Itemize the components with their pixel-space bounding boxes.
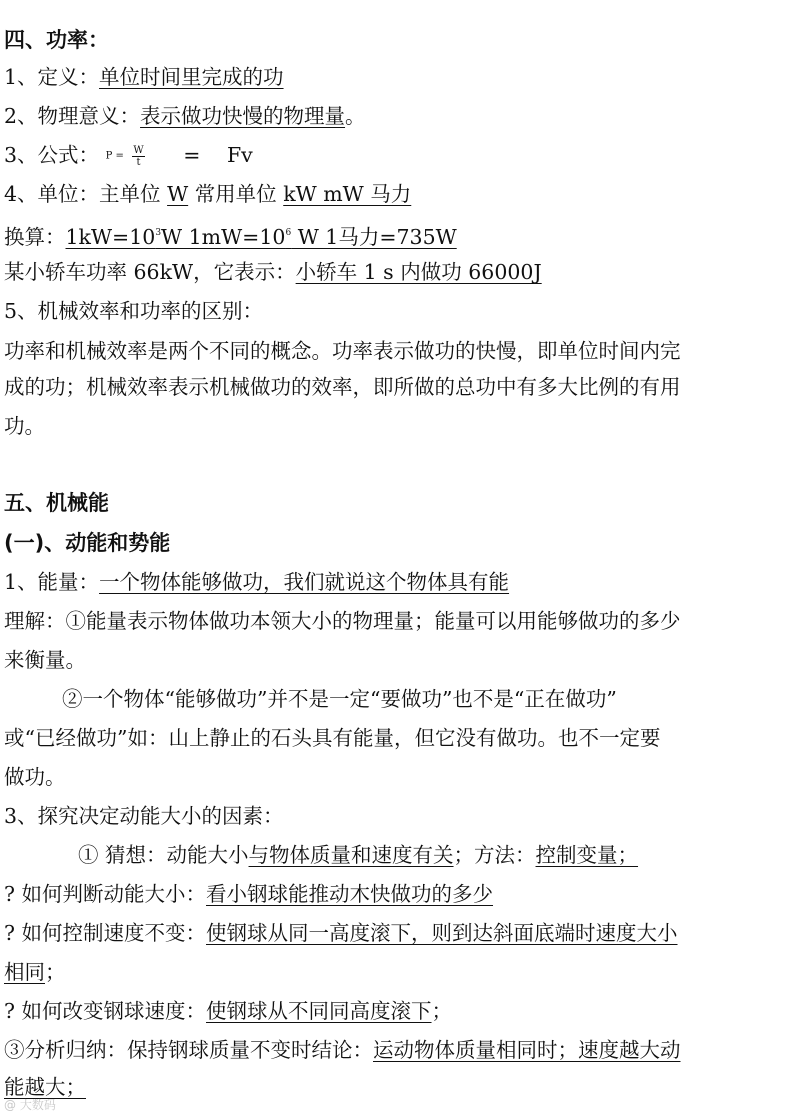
question-control-prefix: ? 如何控制速度不变： [4,921,207,945]
question-judge-line [4,879,493,909]
energy-answer: 一个物体能够做功，我们就说这个物体具有能 [99,570,510,594]
definition-line [4,62,284,92]
formula-fraction [132,145,144,168]
question-control-answer-end: 相同 [4,960,45,984]
explore-title: 3、探究决定动能大小的因素： [4,804,284,828]
energy-line [4,567,509,597]
kinetic-potential-heading: (一)、动能和势能 [4,531,171,555]
conversion-mw: W 1mW=10 [161,225,286,249]
question-change-answer: 使钢球从不同同高度滚下 [206,999,432,1023]
conversion-prefix: 换算： [4,225,66,249]
guess-prefix: ① 猜想：动能大小 [78,843,249,867]
energy-prefix: 1、能量： [4,570,100,594]
conversion-horsepower: W 1马力=735W [291,225,457,249]
understanding-line-4: 或“已经做功”如：山上静止的石头具有能量，但它没有做功。也不一定要 [4,726,661,750]
meaning-line [4,101,366,131]
formula-equals: = [183,143,201,167]
unit-mid: 常用单位 [194,182,277,206]
conversion-line [4,218,457,252]
car-power-line [4,257,548,287]
question-control-line-2 [4,957,66,987]
meaning-answer: 表示做功快慢的物理量 [140,104,346,128]
difference-title: 5、机械效率和功率的区别： [4,299,264,323]
question-control-answer: 使钢球从同一高度滚下，则到达斜面底端时速度大小 [206,921,678,945]
meaning-prefix: 2、物理意义： [4,104,141,128]
guess-answer: 与物体质量和速度有关 [248,843,454,867]
difference-line-1: 功率和机械效率是两个不同的概念。功率表示做功的快慢，即单位时间内完 [4,339,681,363]
conversion-formula [66,225,457,249]
question-judge-answer: 看小钢球能推动木快做功的多少 [206,882,494,906]
formula-line [4,140,253,172]
question-change-suffix: ； [431,999,453,1023]
question-control-suffix: ； [45,960,66,984]
question-change-line [4,996,452,1026]
analysis-line [4,1035,681,1065]
guess-mid: ；方法： [453,843,536,867]
difference-line-3: 功。 [4,414,45,438]
analysis-answer: 运动物体质量相同时；速度越大动 [373,1038,681,1062]
formula-denominator: t [136,157,141,168]
definition-prefix: 1、定义： [4,65,100,89]
meaning-suffix: 。 [345,104,366,128]
question-judge-prefix: ? 如何判断动能大小： [4,882,207,906]
conversion-mw-exponent: 6 [285,228,292,238]
watermark: @ 大数码 [4,1098,56,1112]
section-four-heading: 四、功率： [4,28,109,52]
guess-method: 控制变量； [535,843,639,867]
car-power-answer: 小轿车 1 s 内做功 66000J [295,260,542,284]
guess-line [78,840,638,870]
conversion-kw-exponent: 3 [155,228,162,238]
formula-p: P = [105,150,124,162]
question-control-line [4,918,678,948]
analysis-prefix: ③分析归纳：保持钢球质量不变时结论： [4,1038,373,1062]
conversion-kw: 1kW=10 [65,225,156,249]
unit-common: kW mW 马力 [283,182,412,206]
formula-fv: Fv [226,143,253,167]
unit-prefix: 4、单位：主单位 [4,182,161,206]
unit-main: W [167,182,189,206]
definition-answer: 单位时间里完成的功 [99,65,284,89]
understanding-line-2: 来衡量。 [4,648,86,672]
formula-numerator: W [133,145,144,156]
section-five-heading: 五、机械能 [4,491,109,515]
analysis-answer-end: 能越大； [4,1075,86,1099]
car-power-prefix: 某小轿车功率 66kW，它表示： [4,260,296,284]
understanding-line-3: ②一个物体“能够做功”并不是一定“要做功”也不是“正在做功” [62,687,617,711]
understanding-line-5: 做功。 [4,765,66,789]
difference-line-2: 成的功；机械效率表示机械做功的效率，即所做的总功中有多大比例的有用 [4,375,681,399]
understanding-line-1: 理解：①能量表示物体做功本领大小的物理量；能量可以用能够做功的多少 [4,609,681,633]
formula-prefix: 3、公式： [4,143,100,167]
unit-line [4,179,433,209]
question-change-prefix: ? 如何改变钢球速度： [4,999,207,1023]
